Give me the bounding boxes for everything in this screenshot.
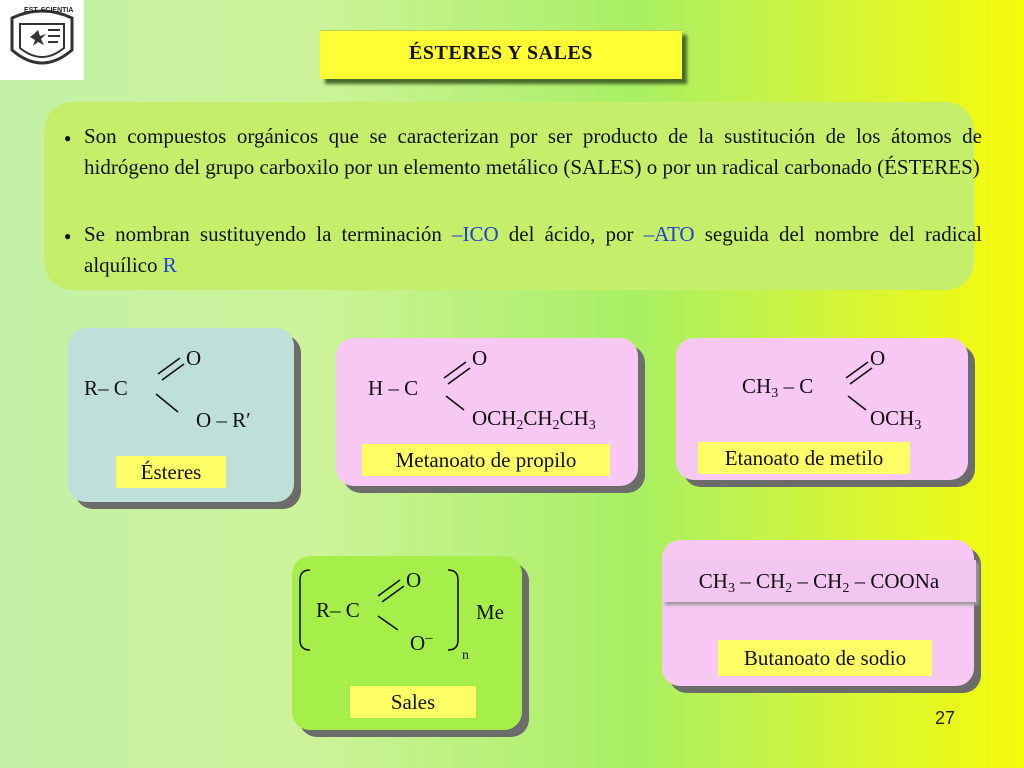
butanoato-card [662, 540, 974, 686]
formula-part: OCH [870, 406, 915, 430]
bullet-definition-text: Son compuestos orgánicos que se caracterizan por ser producto de la sustitución de los átomos de hidrógeno del grupo carboxilo por un elemento metálico (SALES) o por un radical carbonado (ÉSTERES) [84, 124, 982, 179]
page-title: ÉSTERES Y SALES [409, 42, 593, 64]
formula-part: – COONa [849, 569, 940, 593]
formula-part: OCH [472, 406, 517, 430]
formula-part: CH [523, 406, 553, 430]
sales-card [292, 556, 522, 730]
bullet-dot-icon: ● [64, 130, 72, 145]
bullet-text: Se nombran sustituyendo la terminación [84, 222, 452, 246]
metanoato-h-carbon: H – C [368, 376, 419, 400]
formula-part: – CH [734, 569, 786, 593]
etanoato-label: Etanoato de metilo [698, 442, 910, 474]
suffix-ico: –ICO [451, 222, 499, 246]
salt-subscript-n: n [462, 648, 469, 663]
metanoato-propoxy [472, 406, 596, 434]
formula-part: CH [559, 406, 589, 430]
metanoato-card [336, 338, 638, 486]
salt-oxygen-anion [410, 630, 433, 656]
esteres-label: Ésteres [116, 456, 226, 488]
etanoato-card [676, 338, 968, 480]
ester-r-carbon: R– C [84, 376, 128, 400]
school-logo [0, 0, 84, 80]
bullet-text: del ácido, por [498, 222, 644, 246]
metanoato-label: Metanoato de propilo [362, 444, 610, 476]
salt-oxygen-top: O [406, 568, 422, 592]
formula-part: O [410, 631, 426, 655]
formula-part: CH [698, 569, 728, 593]
formula-sub: 3 [588, 418, 596, 433]
etanoato-oxygen-top: O [870, 346, 886, 370]
formula-sub: 2 [785, 581, 793, 596]
ester-or-group: O – R′ [196, 408, 251, 432]
formula-sub: 2 [842, 581, 850, 596]
formula-part: – C [778, 374, 814, 398]
formula-sub: 3 [914, 418, 922, 433]
butanoato-formula [662, 560, 976, 602]
logo-text: EST. SCIENTIA [24, 7, 74, 14]
metanoato-oxygen-top: O [472, 346, 488, 370]
definition-panel [44, 102, 983, 290]
salt-metal: Me [476, 600, 504, 624]
suffix-ato: –ATO [643, 222, 695, 246]
sales-label: Sales [350, 686, 476, 718]
bullet-definition [56, 122, 982, 182]
formula-sub: 3 [727, 581, 735, 596]
ester-oxygen-top: O [186, 346, 202, 370]
title-box [320, 30, 682, 79]
bullet-text: seguida del nombre del radical alquílico [84, 222, 983, 277]
formula-charge: – [425, 630, 433, 646]
formula-part: – CH [792, 569, 843, 593]
formula-sub: 2 [516, 418, 524, 433]
butanoato-label: Butanoato de sodio [718, 640, 932, 676]
radical-r: R [162, 252, 177, 277]
page-number: 27 [935, 708, 956, 728]
salt-r-carbon: R– C [316, 598, 360, 622]
etanoato-methoxy [870, 406, 921, 434]
etanoato-ch3-carbon [742, 374, 813, 402]
formula-sub: 3 [771, 386, 779, 401]
formula-sub: 2 [552, 418, 560, 433]
esteres-card [68, 328, 294, 502]
bullet-dot-icon: ● [64, 228, 72, 243]
formula-part: CH [742, 374, 772, 398]
bullet-naming [56, 220, 982, 280]
